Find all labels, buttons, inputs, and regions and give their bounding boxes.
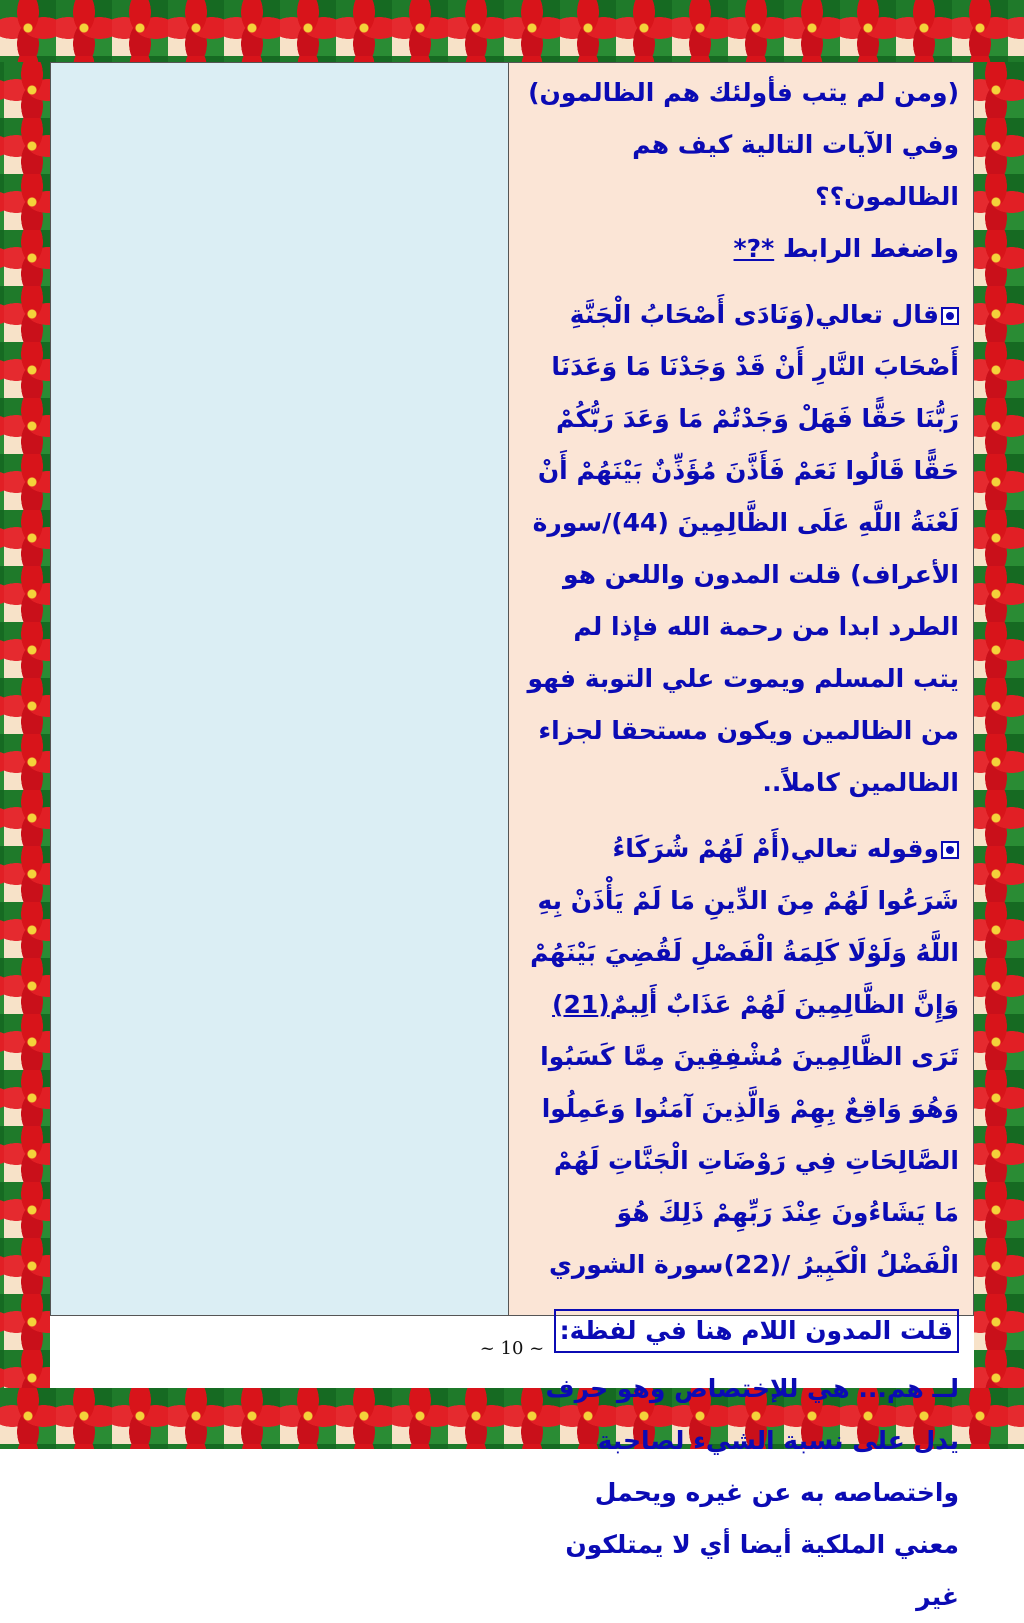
verse-text-b: تَرَى الظَّالِمِينَ مُشْفِقِينَ مِمَّا كَسَبُوا وَهُوَ وَاقِعٌ بِهِمْ وَالَّذِينَ آمَنُوا وَعَمِلُوا الصَّالِحَاتِ فِي رَوْضَاتِ الْجَنَّاتِ لَهُمْ مَا يَشَاءُونَ عِنْدَ رَبِّهِمْ ذَلِكَ هُوَ الْفَضْلُ الْكَبِيرُ /(22)سورة الشوري — [540, 1042, 959, 1279]
bullet-icon — [941, 307, 959, 325]
verse-text: قال تعالي(وَنَادَى أَصْحَابُ الْجَنَّةِ أَصْحَابَ النَّارِ أَنْ قَدْ وَجَدْنَا مَا وَعَدَنَا رَبُّنَا حَقًّا فَهَلْ وَجَدْتُمْ مَا وَعَدَ رَبُّكُمْ حَقًّا قَالُوا نَعَمْ فَأَذَّنَ مُؤَذِّنٌ بَيْنَهُمْ أَنْ لَعْنَةُ اللَّهِ عَلَى الظَّالِمِينَ (44)/سورة الأعراف) قلت المدون واللعن هو الطرد ابدا من رحمة الله فإذا لم يتب المسلم ويموت علي التوبة فهو من الظالمين ويكون مستحقا لجزاء الظالمين كاملاً.. — [527, 300, 959, 797]
decorative-border-top — [0, 0, 1024, 62]
bullet-icon — [941, 841, 959, 859]
verse-number: (21) — [552, 990, 610, 1019]
link-line — [527, 223, 959, 275]
hyperlink[interactable]: *?* — [733, 234, 775, 263]
paragraph-line: (ومن لم يتب فأولئك هم الظالمون) — [528, 78, 959, 107]
explanation-paragraph: لــ هم... هي للإختصاص وهو حرف يدل على نسبة الشيء لصاحبة واختصاصه به عن غيره ويحمل معني الملكية أيضا أي لا يمتلكون غير — [545, 1374, 959, 1611]
decorative-border-right — [974, 62, 1024, 1388]
verse-text-a: وقوله تعالي(أَمْ لَهُمْ شُرَكَاءُ شَرَعُوا لَهُمْ مِنَ الدِّينِ مَا لَمْ يَأْذَنْ بِهِ اللَّهُ وَلَوْلَا كَلِمَةُ الْفَصْلِ لَقُضِيَ بَيْنَهُمْ وَإِنَّ الظَّالِمِينَ لَهُمْ عَذَابٌ أَلِيمٌ — [530, 834, 959, 1019]
paragraph-line: وفي الآيات التالية كيف هم الظالمون؟؟ — [632, 130, 959, 211]
link-prompt: واضغط الرابط — [782, 234, 959, 263]
page-body — [50, 62, 974, 1611]
decorative-border-left — [0, 62, 50, 1388]
boxed-note: قلت المدون اللام هنا في لفظة: — [554, 1309, 959, 1353]
page-number: ~ 10 ~ — [479, 1338, 545, 1359]
verse-paragraph-araf — [527, 289, 959, 809]
verse-paragraph-shura — [527, 823, 959, 1291]
empty-column — [51, 63, 509, 1315]
